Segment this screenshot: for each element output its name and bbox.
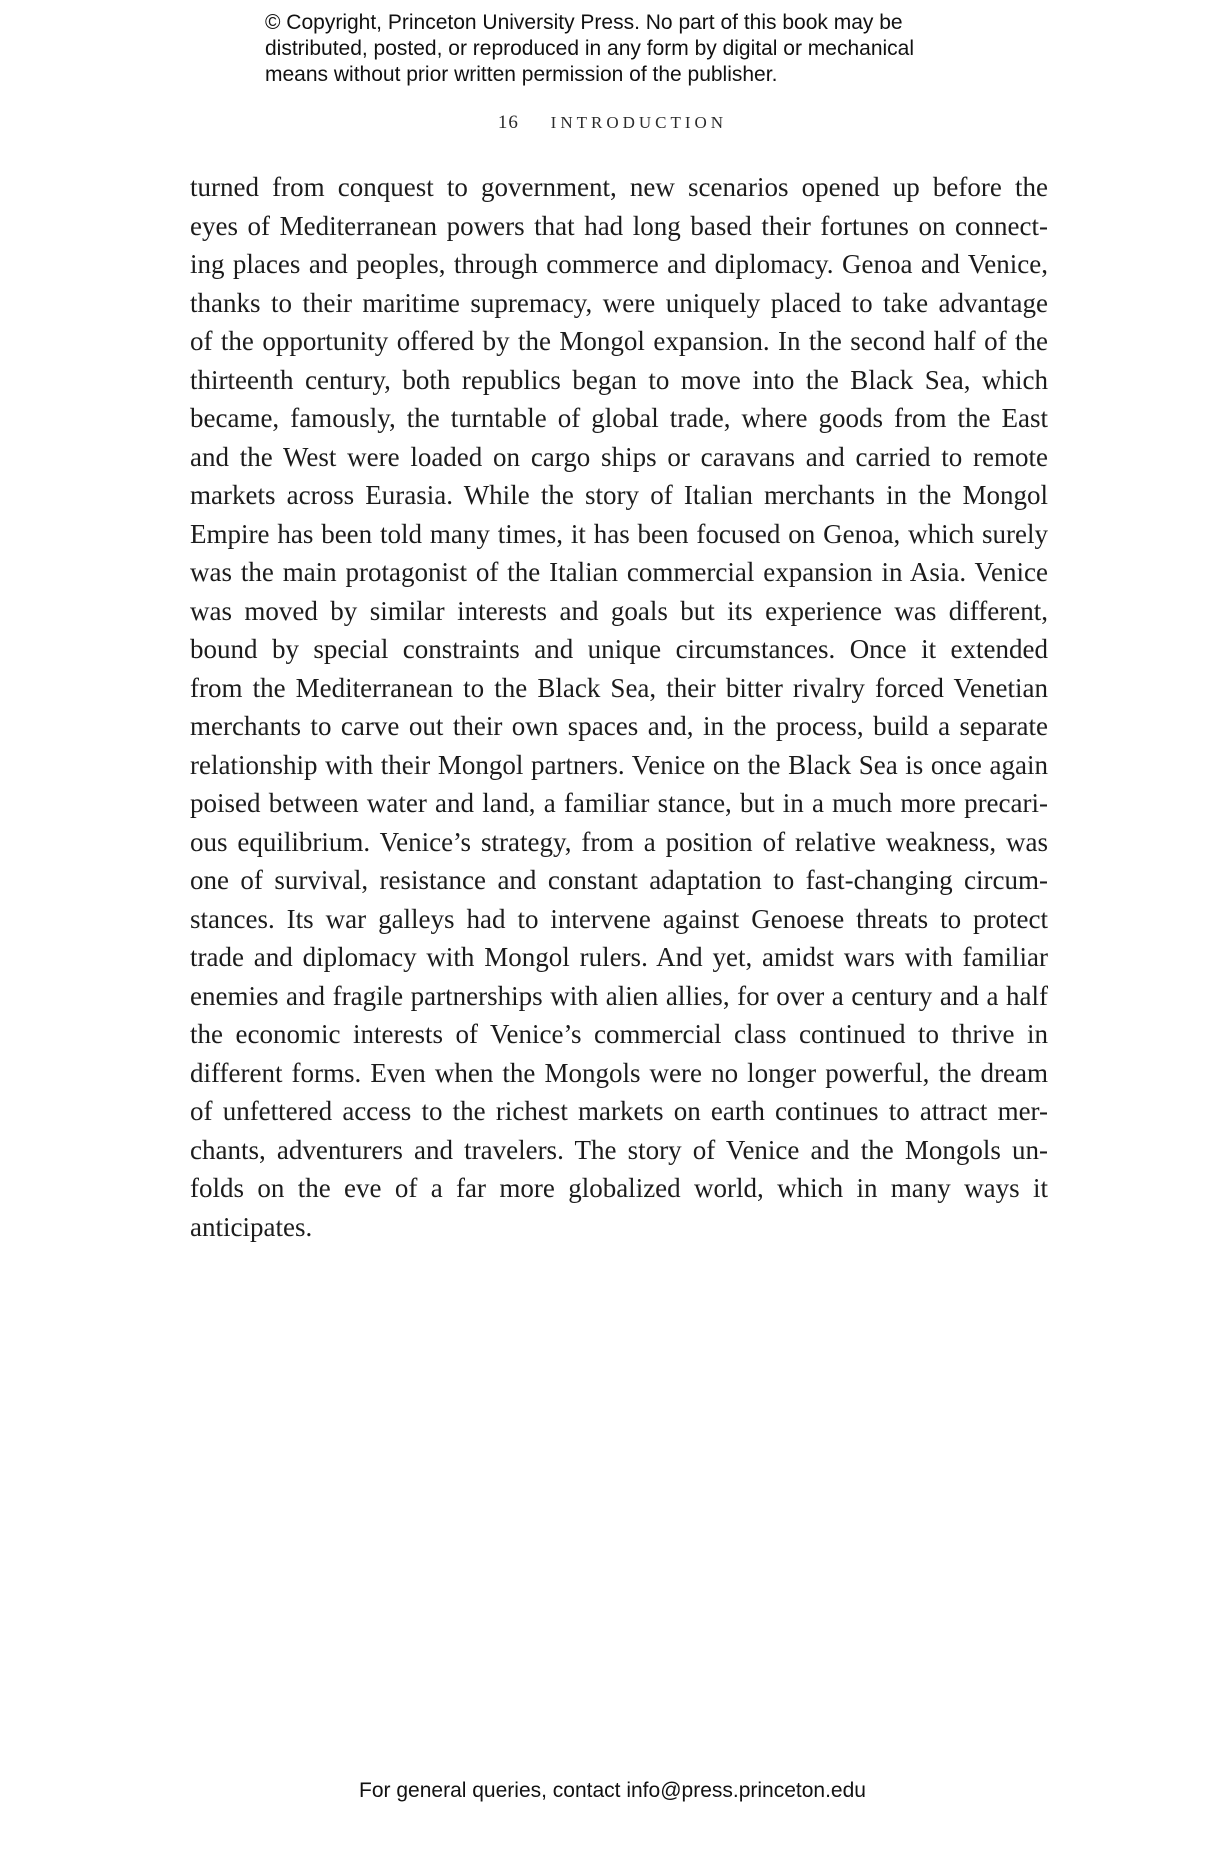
copyright-notice [265,10,985,88]
text-line: ous equilibrium. Venice’s strategy, from a position of relative weakness, was [190,826,1048,857]
text-line: enemies and fragile partnerships with alien allies, for over a century and a half [190,980,1048,1011]
text-line: markets across Eurasia. While the story of Italian merchants in the Mongol [190,480,1048,510]
footer-contact: For general queries, contact info@press.princeton.edu [359,1779,866,1802]
page-number: 16 [497,112,519,133]
text-line: thanks to their maritime supremacy, were uniquely placed to take advantage [190,287,1048,318]
text-line: thirteenth century, both republics began to move into the Black Sea, which [190,364,1048,395]
copyright-line: means without prior written permission of the publisher. [265,63,778,86]
text-line: one of survival, resistance and constant adaptation to fast-changing circum- [190,865,1048,895]
text-line: different forms. Even when the Mongols were no longer powerful, the dream [190,1057,1048,1088]
text-line: bound by special constraints and unique circumstances. Once it extended [190,634,1048,664]
section-title: INTRODUCTION [550,113,728,132]
text-line: eyes of Mediterranean powers that had long based their fortunes on connect- [190,210,1048,241]
copyright-line: distributed, posted, or reproduced in any form by digital or mechanical [265,37,915,60]
text-line: from the Mediterranean to the Black Sea, their bitter rivalry forced Venetian [190,672,1048,703]
text-line: poised between water and land, a familiar stance, but in a much more precari- [190,788,1048,818]
text-line: merchants to carve out their own spaces and, in the process, build a separate [190,711,1048,741]
copyright-line: © Copyright, Princeton University Press. No part of this book may be [265,11,903,34]
text-line: turned from conquest to government, new scenarios opened up before the [190,172,1048,202]
text-line: chants, adventurers and travelers. The story of Venice and the Mongols un- [190,1134,1048,1165]
text-line: Empire has been told many times, it has been focused on Genoa, which surely [190,518,1048,549]
text-line: stances. Its war galleys had to intervene against Genoese threats to protect [190,903,1048,934]
text-line: was the main protagonist of the Italian commercial expansion in Asia. Venice [190,557,1048,587]
text-line: relationship with their Mongol partners. Venice on the Black Sea is once again [190,749,1048,780]
body-paragraph [190,168,1048,1246]
text-line: trade and diplomacy with Mongol rulers. And yet, amidst wars with familiar [190,942,1048,972]
running-head [0,112,1225,134]
text-line: anticipates. [190,1211,313,1242]
text-line: the economic interests of Venice’s commercial class continued to thrive in [190,1019,1048,1049]
text-line: of the opportunity offered by the Mongol expansion. In the second half of the [190,326,1048,356]
text-line: folds on the eve of a far more globalized world, which in many ways it [190,1173,1048,1203]
text-line: and the West were loaded on cargo ships or caravans and carried to remote [190,441,1048,472]
text-line: became, famously, the turntable of global trade, where goods from the East [190,403,1048,433]
text-line: of unfettered access to the richest markets on earth continues to attract mer- [190,1096,1048,1126]
text-line: ing places and peoples, through commerce and diplomacy. Genoa and Venice, [190,249,1048,279]
text-line: was moved by similar interests and goals but its experience was different, [190,595,1048,626]
